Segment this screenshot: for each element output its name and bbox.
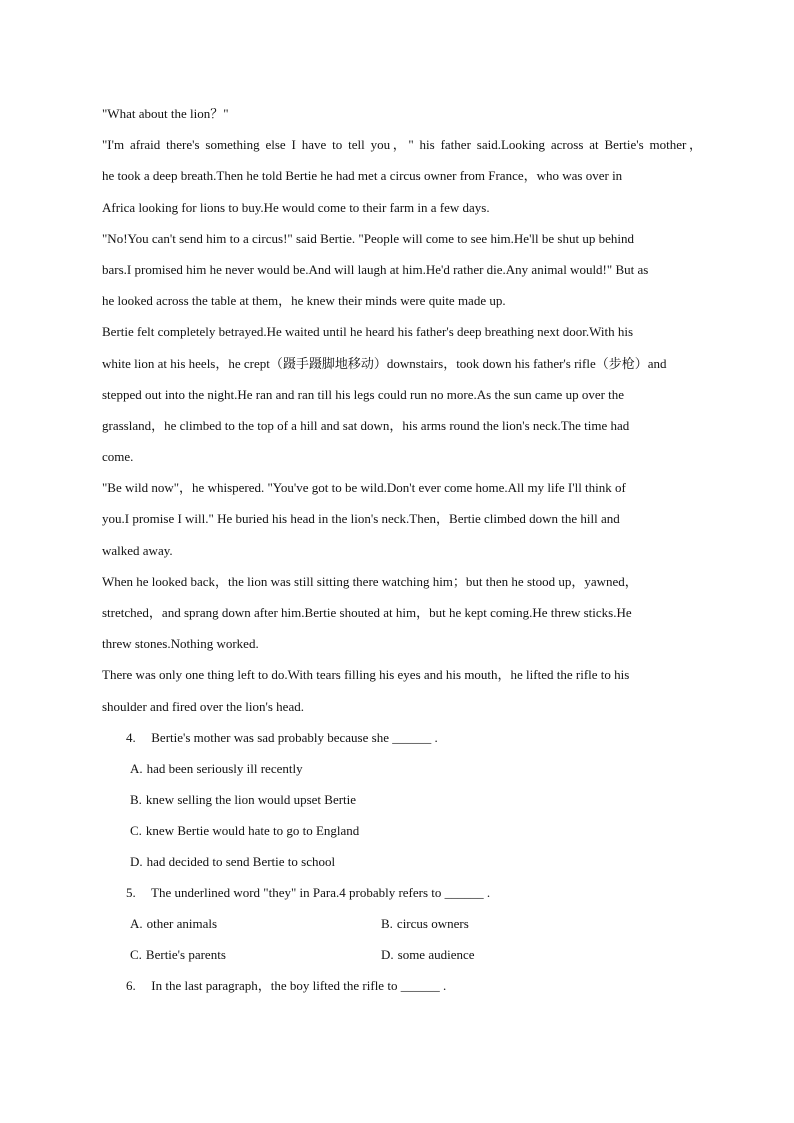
question-5-options-row-2 [102,939,702,970]
option-letter: D. [381,947,394,962]
passage-line: grassland，he climbed to the top of a hill and sat down，his arms round the lion's neck.The time had [102,417,630,433]
question-list [102,722,702,1001]
option-text: knew selling the lion would upset Bertie [145,792,357,807]
question-number: 5. [126,885,136,900]
question-text: Bertie's mother was sad probably because she ______ . [151,730,438,745]
option-text: had been seriously ill recently [146,761,303,776]
question-number: 6. [126,978,136,993]
option-text: some audience [397,947,475,962]
question-5-option-a[interactable] [130,908,217,939]
passage-line: bars.I promised him he never would be.And will laugh at him.He'd rather die.Any animal would!" But as [102,261,649,277]
passage-line: Africa looking for lions to buy.He would come to their farm in a few days. [102,199,490,215]
passage-line: he looked across the table at them，he knew their minds were quite made up. [102,293,506,309]
question-5-option-d[interactable] [381,939,475,970]
passage-line: shoulder and fired over the lion's head. [102,698,304,714]
passage-line: "What about the lion？" [102,106,229,121]
option-text: other animals [146,916,218,931]
option-letter: D. [130,854,143,869]
option-letter: C. [130,947,142,962]
reading-passage [102,98,702,722]
passage-line: you.I promise I will." He buried his head in the lion's neck.Then，Bertie climbed down the hill and [102,511,620,527]
passage-line: threw stones.Nothing worked. [102,636,259,652]
option-text: had decided to send Bertie to school [146,854,336,869]
passage-line: "I'm afraid there's something else I have to tell you，" his father said.Looking across at Bertie's mother， [102,137,702,153]
option-text: Bertie's parents [145,947,226,962]
passage-line: stretched，and sprang down after him.Bertie shouted at him，but he kept coming.He threw sticks.He [102,605,632,620]
question-4-option-a[interactable] [102,753,702,784]
passage-line: stepped out into the night.He ran and ran till his legs could run no more.As the sun came up over the [102,386,625,402]
question-text: In the last paragraph，the boy lifted the rifle to ______ . [151,978,447,993]
option-letter: A. [130,761,143,776]
question-6-stem [102,970,702,1001]
question-text: The underlined word "they" in Para.4 probably refers to ______ . [151,885,491,900]
passage-line: walked away. [102,542,173,558]
passage-line: "Be wild now"，he whispered. "You've got to be wild.Don't ever come home.All my life I'll think of [102,480,626,496]
option-letter: A. [130,916,143,931]
question-4-option-b[interactable] [102,784,702,815]
question-number: 4. [126,730,136,745]
option-letter: B. [381,916,393,931]
question-4-option-d[interactable] [102,846,702,877]
option-letter: B. [130,792,142,807]
option-letter: C. [130,823,142,838]
passage-line: "No!You can't send him to a circus!" said Bertie. "People will come to see him.He'll be shut up behind [102,230,634,246]
passage-line: white lion at his heels，he crept（蹑手蹑脚地移动）downstairs，took down his father's rifle（步枪）and [102,355,667,371]
question-5-stem [102,877,702,908]
passage-line: he took a deep breath.Then he told Bertie he had met a circus owner from France，who was over in [102,168,623,184]
passage-line: There was only one thing left to do.With tears filling his eyes and his mouth，he lifted the rifle to his [102,667,630,683]
passage-line: When he looked back，the lion was still sitting there watching him；but then he stood up，yawned， [102,573,638,589]
question-5-options-row-1 [102,908,702,939]
question-5-option-b[interactable] [381,908,469,939]
question-4-option-c[interactable] [102,815,702,846]
option-text: circus owners [396,916,469,931]
passage-line: Bertie felt completely betrayed.He waited until he heard his father's deep breathing next door.With his [102,324,634,340]
option-text: knew Bertie would hate to go to England [145,823,360,838]
question-5-option-c[interactable] [130,939,226,970]
question-4-stem [102,722,702,753]
passage-line: come. [102,449,134,465]
